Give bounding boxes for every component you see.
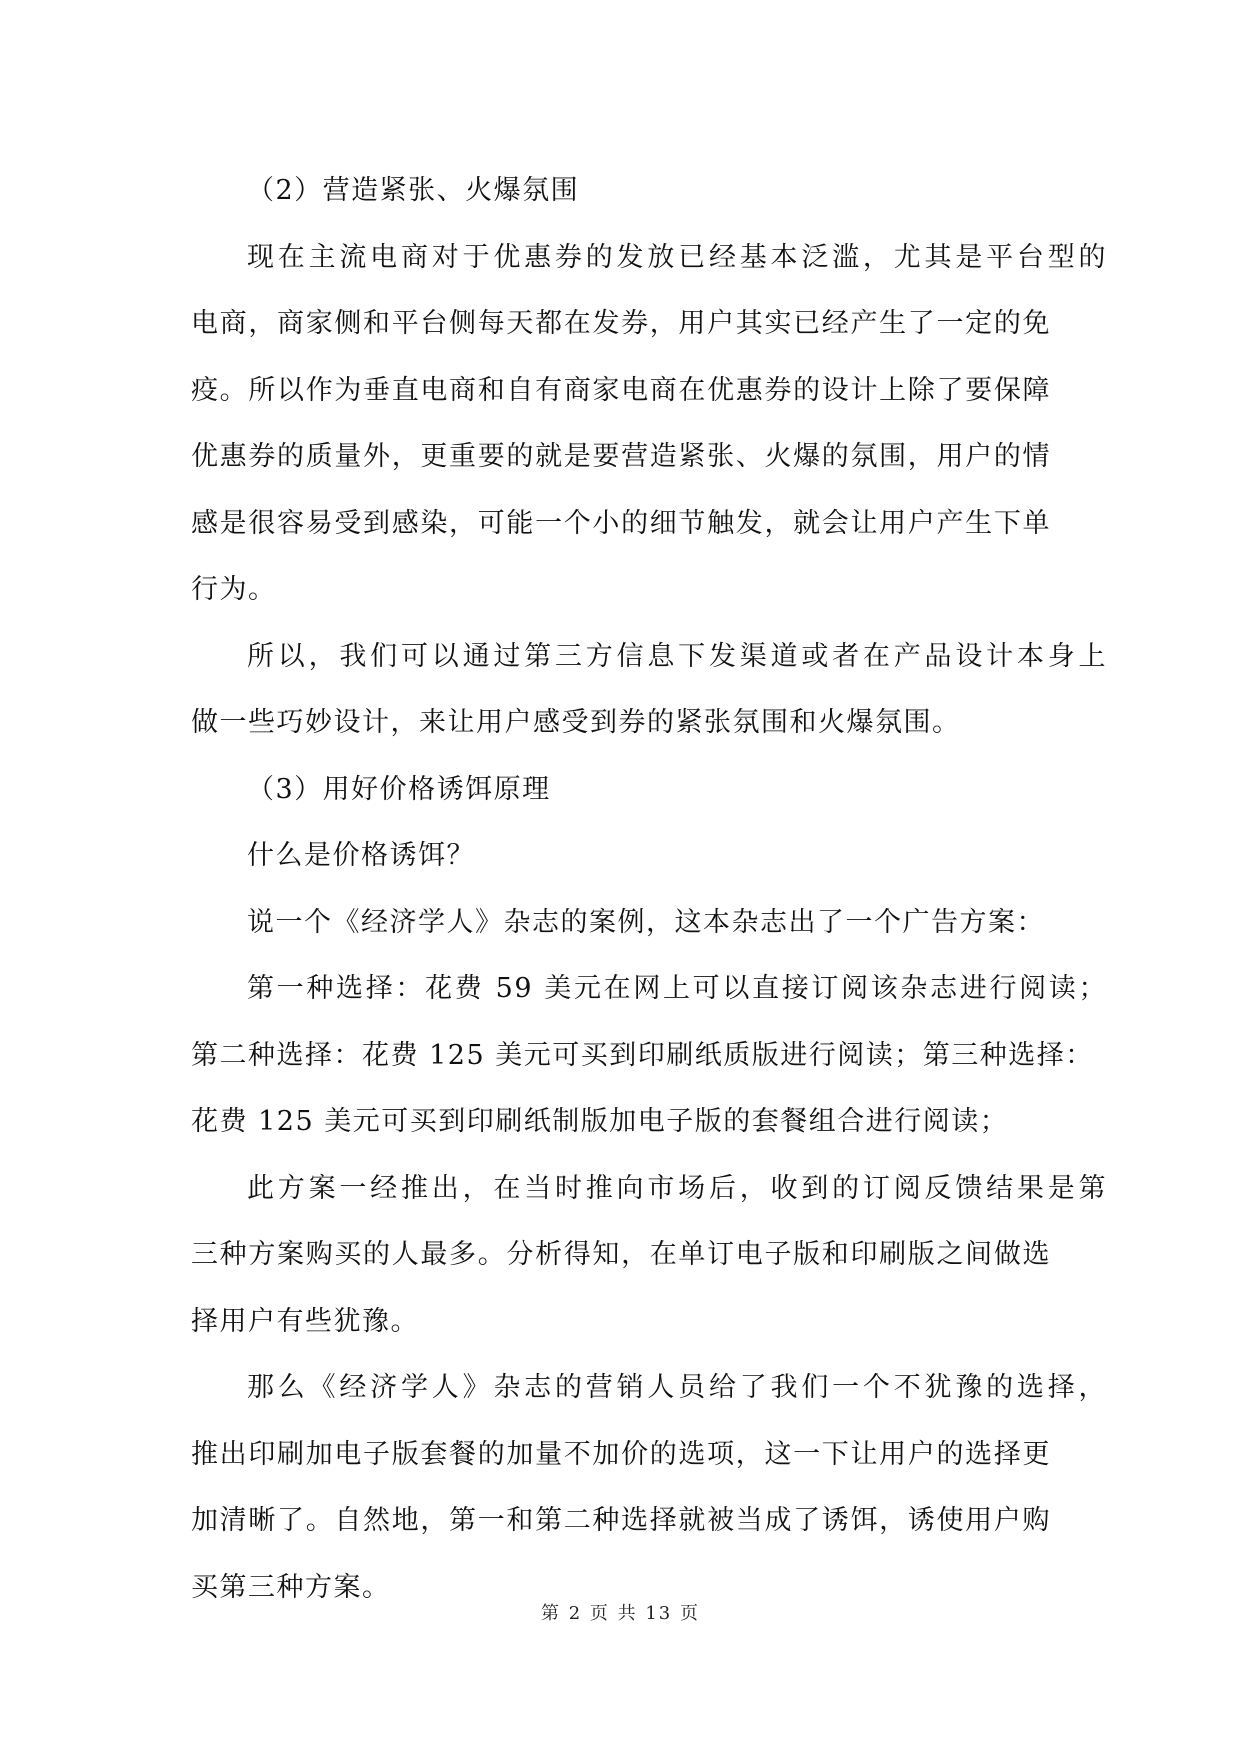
paragraph-line: 感是很容易受到感染，可能一个小的细节触发，就会让用户产生下单 <box>191 507 1051 539</box>
paragraph-line: 疫。所以作为垂直电商和自有商家电商在优惠券的设计上除了要保障 <box>191 374 1051 406</box>
paragraph-line: 现在主流电商对于优惠券的发放已经基本泛滥，尤其是平台型的 <box>247 241 1107 273</box>
paragraph-line: 电商，商家侧和平台侧每天都在发券，用户其实已经产生了一定的免 <box>191 308 1051 339</box>
paragraph-line: 加清晰了。自然地，第一和第二种选择就被当成了诱饵，诱使用户购 <box>191 1505 1051 1536</box>
paragraph-line: 优惠券的质量外，更重要的就是要营造紧张、火爆的氛围，用户的情 <box>191 441 1051 472</box>
section-heading-3: （3）用好价格诱饵原理 <box>247 773 551 805</box>
document-body <box>191 158 1107 1621</box>
paragraph-line: 买第三种方案。 <box>191 1571 391 1603</box>
paragraph-line: 行为。 <box>191 574 277 605</box>
paragraph-line: 做一些巧妙设计，来让用户感受到券的紧张氛围和火爆氛围。 <box>191 707 961 738</box>
paragraph-line: 第一种选择：花费 59 美元在网上可以直接订阅该杂志进行阅读； <box>247 973 1107 1004</box>
paragraph-line: 择用户有些犹豫。 <box>191 1305 419 1337</box>
paragraph-line: 三种方案购买的人最多。分析得知，在单订电子版和印刷版之间做选 <box>191 1239 1051 1270</box>
page-number-footer: 第 2 页 共 13 页 <box>541 1603 700 1624</box>
section-heading-2: （2）营造紧张、火爆氛围 <box>247 175 580 206</box>
paragraph-line: 花费 125 美元可买到印刷纸制版加电子版的套餐组合进行阅读； <box>191 1106 1009 1137</box>
paragraph-line: 第二种选择：花费 125 美元可买到印刷纸质版进行阅读；第三种选择： <box>191 1039 1094 1071</box>
paragraph-line: 那么《经济学人》杂志的营销人员给了我们一个不犹豫的选择， <box>247 1372 1107 1403</box>
paragraph-line: 说一个《经济学人》杂志的案例，这本杂志出了一个广告方案： <box>247 906 1045 938</box>
paragraph-line: 此方案一经推出，在当时推向市场后，收到的订阅反馈结果是第 <box>247 1172 1107 1204</box>
paragraph-line: 推出印刷加电子版套餐的加量不加价的选项，这一下让用户的选择更 <box>191 1438 1051 1470</box>
paragraph-line: 所以，我们可以通过第三方信息下发渠道或者在产品设计本身上 <box>247 640 1107 672</box>
paragraph-line: 什么是价格诱饵？ <box>247 840 475 871</box>
